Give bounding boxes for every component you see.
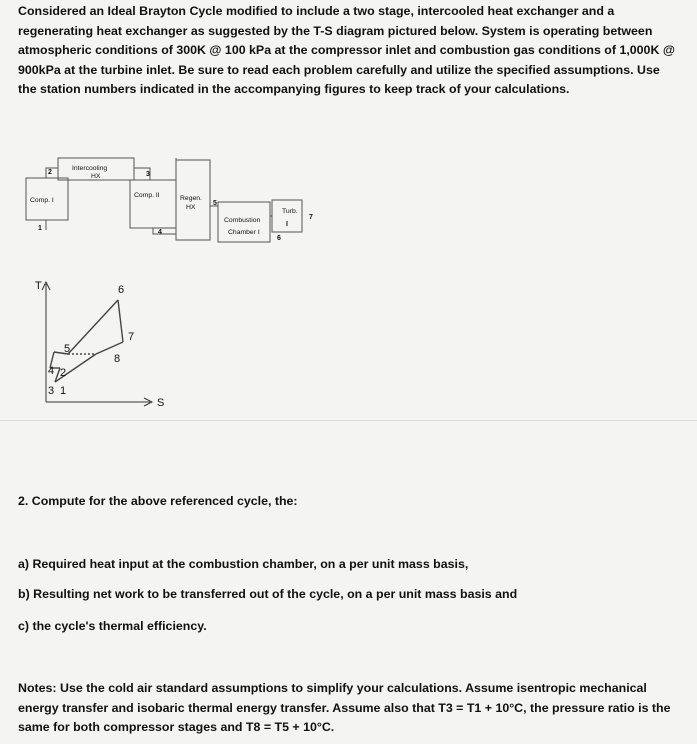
cycle-schematic [0,150,697,250]
section-divider [0,420,697,421]
notes-text: Notes: Use the cold air standard assumptions to simplify your calculations. Assume isentropic mechanical energy transfer and isobaric thermal energy transfer. Assume also that T3 = T1 + 10°C, the pressure ratio is the same for both compressor stages and T8 = T5 + 10°C. [18,681,671,735]
question-part-c: c) the cycle's thermal efficiency. [18,619,207,633]
regen-hx-label: HX [186,204,196,211]
intercooling-label: Intercooling [72,165,108,172]
compressor-2-box [130,180,176,228]
station-6: 6 [277,235,281,242]
ts-point-3: 3 [48,385,55,397]
ts-diagram [0,270,697,430]
station-4: 4 [158,229,162,236]
pipe-4 [153,228,176,234]
t-axis-label: T [35,280,42,292]
ts-point-1: 1 [60,385,67,397]
question-heading: 2. Compute for the above referenced cycle, the: [18,494,298,508]
turbine-label: Turb. [282,208,298,215]
intercooling-hx-label: HX [91,173,101,180]
ts-point-2: 2 [60,367,67,379]
comp2-label: Comp. II [134,192,160,199]
station-5: 5 [213,200,217,207]
process-6-7 [118,300,123,342]
combustion-label: Combustion [224,217,261,224]
station-3: 3 [146,171,150,178]
ts-point-7: 7 [128,331,135,343]
turbine-marker: I [286,221,288,228]
question-part-a: a) Required heat input at the combustion chamber, on a per unit mass basis, [18,557,469,571]
station-1: 1 [38,225,42,232]
s-axis-label: S [157,397,165,409]
station-7: 7 [309,214,313,221]
ts-point-6: 6 [118,284,125,296]
chamber-label: Chamber I [228,229,260,236]
regen-label: Regen. [180,195,202,202]
ts-point-8: 8 [114,353,121,365]
question-part-b: b) Resulting net work to be transferred out of the cycle, on a per unit mass basis and [18,587,518,601]
ts-point-5: 5 [64,343,71,355]
station-2: 2 [48,169,52,176]
process-5-6 [68,300,118,354]
ts-point-4: 4 [48,365,55,377]
comp1-label: Comp. I [30,197,54,204]
problem-intro: Considered an Ideal Brayton Cycle modified to include a two stage, intercooled heat exchanger and a regenerating heat exchanger as suggested by the T-S diagram pictured below. System is operating between atmospheric conditions of 300K @ 100 kPa at the compressor inlet and combustion gas conditions of 1,000K @ 900kPa at the turbine inlet. Be sure to read each problem carefully and utilize the specified assumptions. Use the station numbers indicated in the accompanying figures to keep track of your calculations. [18,4,675,97]
